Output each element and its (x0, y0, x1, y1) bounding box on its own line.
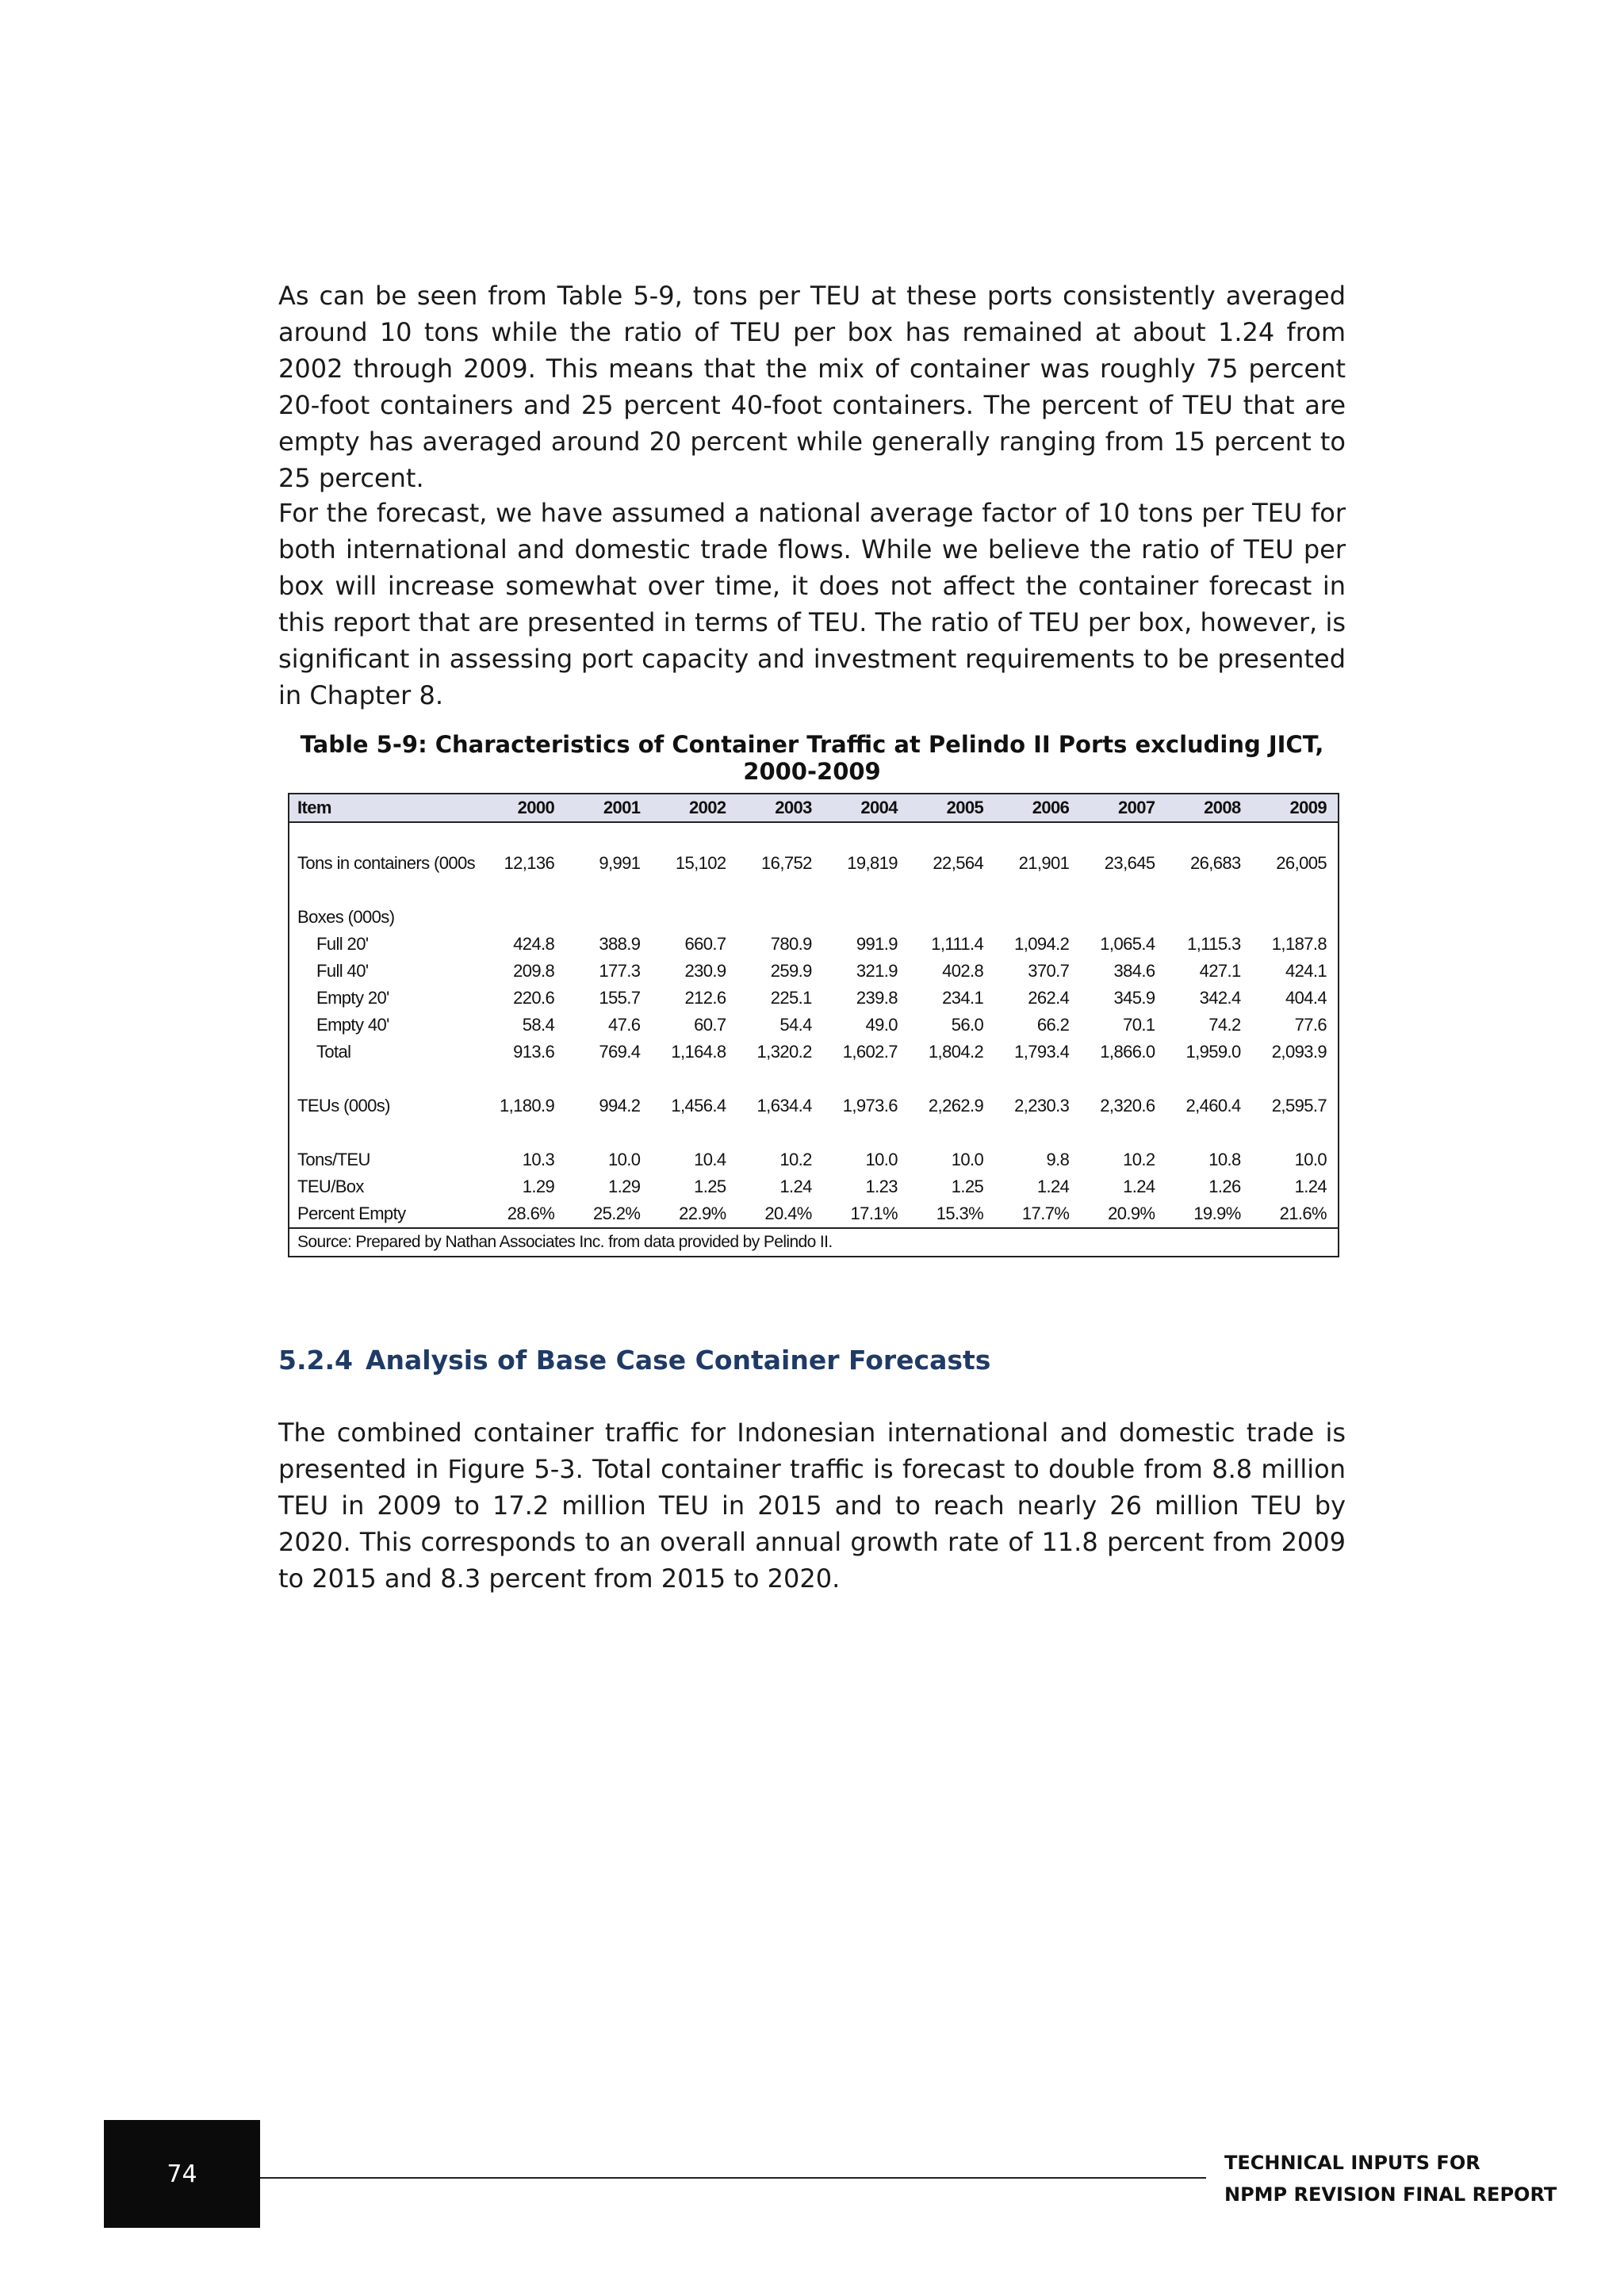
table-cell: 259.9 (770, 961, 812, 981)
table-source-row (289, 1228, 1338, 1256)
section-heading (278, 1345, 990, 1376)
table-cell: 1.25 (951, 1177, 984, 1196)
header-year: 2002 (651, 794, 737, 822)
page-number: 74 (167, 2160, 197, 2188)
table-cell: 20.9% (1080, 1200, 1166, 1228)
table-cell: 10.4 (694, 1150, 726, 1169)
table-cell: 994.2 (599, 1096, 641, 1115)
table-cell: 12,136 (504, 853, 555, 873)
row-label: TEUs (000s) (297, 1096, 390, 1115)
table-cell: 2,595.7 (1271, 1096, 1327, 1115)
table-cell: 370.7 (1028, 961, 1070, 981)
body-paragraph-1: As can be seen from Table 5-9, tons per TEU at these ports consistently averaged around 10 tons while the ratio of TEU per box has remained at about 1.24 from 2002 through 2009. This means that the mix of container was roughly 75 percent 20-foot containers and 25 percent 40-foot containers. The percent of TEU that are empty has averaged around 20 percent while generally ranging from 15 percent to 25 percent. (278, 281, 1346, 493)
table-cell: 1.26 (1208, 1177, 1241, 1196)
table-cell: 1,320.2 (756, 1042, 812, 1062)
table-cell: 660.7 (684, 934, 726, 954)
table-cell: 10.2 (1123, 1150, 1155, 1169)
table-cell: 402.8 (942, 961, 984, 981)
table-cell: 230.9 (684, 961, 726, 981)
table-cell: 74.2 (1208, 1015, 1241, 1035)
table-cell: 212.6 (684, 988, 726, 1008)
table-cell: 49.0 (865, 1015, 898, 1035)
table-cell: 1.24 (1294, 1177, 1327, 1196)
table-cell: 26,683 (1189, 853, 1241, 873)
table-cell: 1.29 (607, 1177, 641, 1196)
table-cell: 47.6 (607, 1015, 641, 1035)
section-number: 5.2.4 (278, 1345, 353, 1376)
table-source-note: Source: Prepared by Nathan Associates Inc. from data provided by Pelindo II. (297, 1233, 833, 1251)
header-item: Item (289, 794, 480, 822)
table-cell: 404.4 (1285, 988, 1327, 1008)
table-cell: 2,320.6 (1100, 1096, 1155, 1115)
table-cell: 424.8 (513, 934, 555, 954)
table-cell: 20.4% (737, 1200, 823, 1228)
body-paragraph-2: For the forecast, we have assumed a national average factor of 10 tons per TEU for both international and domestic trade flows. While we believe the ratio of TEU per box will increase somewhat over time, it does not affect the container forecast in this report that are presented in terms of TEU. The ratio of TEU per box, however, is significant in assessing port capacity and investment requirements to be presented in Chapter 8. (278, 498, 1346, 710)
table-cell: 15,102 (675, 853, 726, 873)
header-year: 2008 (1166, 794, 1252, 822)
table-cell: 1,793.4 (1014, 1042, 1070, 1062)
table-cell: 21,901 (1018, 853, 1070, 873)
table-row (289, 850, 1338, 877)
table-cell: 1,456.4 (671, 1096, 726, 1115)
table-cell: 1,164.8 (671, 1042, 726, 1062)
section-title: Analysis of Base Case Container Forecasts (365, 1345, 991, 1376)
table-cell: 1.24 (779, 1177, 812, 1196)
table-cell: 28.6% (480, 1200, 565, 1228)
table-cell: 384.6 (1113, 961, 1155, 981)
table-cell: 19.9% (1166, 1200, 1252, 1228)
table-cell: 17.7% (994, 1200, 1080, 1228)
table-cell: 54.4 (779, 1015, 812, 1035)
table-cell: 22.9% (651, 1200, 737, 1228)
table-cell: 10.8 (1208, 1150, 1241, 1169)
table-cell: 913.6 (513, 1042, 555, 1062)
table-cell: 155.7 (599, 988, 641, 1008)
row-label: Full 40' (316, 961, 369, 981)
table-cell: 19,819 (847, 853, 898, 873)
table-row (289, 1146, 1338, 1173)
table-cell: 2,460.4 (1185, 1096, 1241, 1115)
table-row (289, 904, 1338, 931)
table-cell: 1,804.2 (928, 1042, 984, 1062)
table-cell: 1.24 (1036, 1177, 1070, 1196)
footer-rule (260, 2177, 1206, 2179)
table-cell: 262.4 (1028, 988, 1070, 1008)
table-row (289, 958, 1338, 985)
table-cell: 1.25 (694, 1177, 726, 1196)
footer-title-line-2: NPMP REVISION FINAL REPORT (1224, 2183, 1557, 2206)
table-cell: 9,991 (599, 853, 641, 873)
footer-report-title (1224, 2147, 1557, 2210)
row-label: Boxes (000s) (297, 907, 395, 927)
table-cell: 9.8 (1046, 1150, 1070, 1169)
table-cell: 1.29 (522, 1177, 555, 1196)
container-traffic-table (288, 793, 1339, 1257)
table-cell: 10.3 (522, 1150, 555, 1169)
table-cell: 23,645 (1104, 853, 1155, 873)
table-cell: 16,752 (761, 853, 812, 873)
table-caption: Table 5-9: Characteristics of Container Traffic at Pelindo II Ports excluding JICT, 2000-2009 (300, 731, 1324, 785)
table-cell: 388.9 (599, 934, 641, 954)
table-cell: 10.0 (1294, 1150, 1327, 1169)
table-cell: 1,065.4 (1100, 934, 1155, 954)
table-cell: 26,005 (1276, 853, 1327, 873)
table-cell: 1,187.8 (1271, 934, 1327, 954)
header-year: 2005 (909, 794, 994, 822)
header-year: 2006 (994, 794, 1080, 822)
table-cell: 220.6 (513, 988, 555, 1008)
table-cell: 177.3 (599, 961, 641, 981)
header-year: 2003 (737, 794, 823, 822)
table-row (289, 1200, 1338, 1228)
table-cell: 780.9 (770, 934, 812, 954)
table-cell: 1.23 (865, 1177, 898, 1196)
row-label: Empty 40' (316, 1015, 389, 1035)
header-year: 2000 (480, 794, 565, 822)
table-cell: 234.1 (942, 988, 984, 1008)
table-cell: 342.4 (1199, 988, 1241, 1008)
header-year: 2004 (823, 794, 909, 822)
table-cell: 10.0 (865, 1150, 898, 1169)
footer-title-line-1: TECHNICAL INPUTS FOR (1224, 2152, 1480, 2174)
table-cell: 15.3% (909, 1200, 994, 1228)
table-cell: 345.9 (1113, 988, 1155, 1008)
table-cell: 66.2 (1036, 1015, 1070, 1035)
table-cell: 17.1% (823, 1200, 909, 1228)
table-cell: 25.2% (565, 1200, 651, 1228)
row-label: Total (316, 1042, 351, 1062)
table-row (289, 931, 1338, 958)
header-year: 2001 (565, 794, 651, 822)
row-label: Tons in containers (000s (297, 853, 476, 873)
table-cell: 21.6% (1252, 1200, 1338, 1228)
table-header-row (289, 794, 1338, 822)
table-cell: 60.7 (694, 1015, 726, 1035)
table-cell: 1,180.9 (499, 1096, 555, 1115)
table-cell: 10.2 (779, 1150, 812, 1169)
table-cell: 427.1 (1199, 961, 1241, 981)
table-cell: 10.0 (607, 1150, 641, 1169)
row-label: TEU/Box (297, 1177, 364, 1196)
header-year: 2009 (1252, 794, 1338, 822)
body-paragraph-3: The combined container traffic for Indonesian international and domestic trade is presented in Figure 5-3. Total container traffic is forecast to double from 8.8 million TEU in 2009 to 17.2 million TEU in 2015 and to reach nearly 26 million TEU by 2020. This corresponds to an overall annual growth rate of 11.8 percent from 2009 to 2015 and 8.3 percent from 2015 to 2020. (278, 1418, 1346, 1594)
table-row (289, 985, 1338, 1012)
table-cell: 22,564 (933, 853, 984, 873)
table-cell: 2,093.9 (1271, 1042, 1327, 1062)
table-cell: 1,602.7 (842, 1042, 898, 1062)
table-cell: 239.8 (856, 988, 898, 1008)
table-cell: 1,111.4 (931, 934, 984, 954)
table-cell: 77.6 (1294, 1015, 1327, 1035)
table-cell: 209.8 (513, 961, 555, 981)
table-row (289, 1039, 1338, 1066)
table-cell: 2,230.3 (1014, 1096, 1070, 1115)
table-cell: 1,959.0 (1185, 1042, 1241, 1062)
table-cell: 1,866.0 (1100, 1042, 1155, 1062)
table-cell: 1,115.3 (1187, 934, 1241, 954)
table-cell: 70.1 (1123, 1015, 1155, 1035)
table-cell: 991.9 (856, 934, 898, 954)
table-cell: 424.1 (1285, 961, 1327, 981)
table-cell: 1.24 (1123, 1177, 1155, 1196)
row-label: Empty 20' (316, 988, 389, 1008)
table-cell: 58.4 (522, 1015, 555, 1035)
table-cell: 2,262.9 (928, 1096, 984, 1115)
table-cell: 1,973.6 (842, 1096, 898, 1115)
table-cell: 10.0 (951, 1150, 984, 1169)
page-number-box (104, 2120, 260, 2228)
table-cell: 1,634.4 (756, 1096, 812, 1115)
header-year: 2007 (1080, 794, 1166, 822)
table-cell: 1,094.2 (1014, 934, 1070, 954)
row-label: Full 20' (316, 934, 369, 954)
row-label: Tons/TEU (297, 1150, 370, 1169)
row-label: Percent Empty (289, 1200, 480, 1228)
table-row (289, 1012, 1338, 1039)
table-row (289, 1173, 1338, 1200)
table-row (289, 1093, 1338, 1119)
table-cell: 225.1 (770, 988, 812, 1008)
table-cell: 321.9 (856, 961, 898, 981)
table-cell: 769.4 (599, 1042, 641, 1062)
table-cell: 56.0 (951, 1015, 984, 1035)
